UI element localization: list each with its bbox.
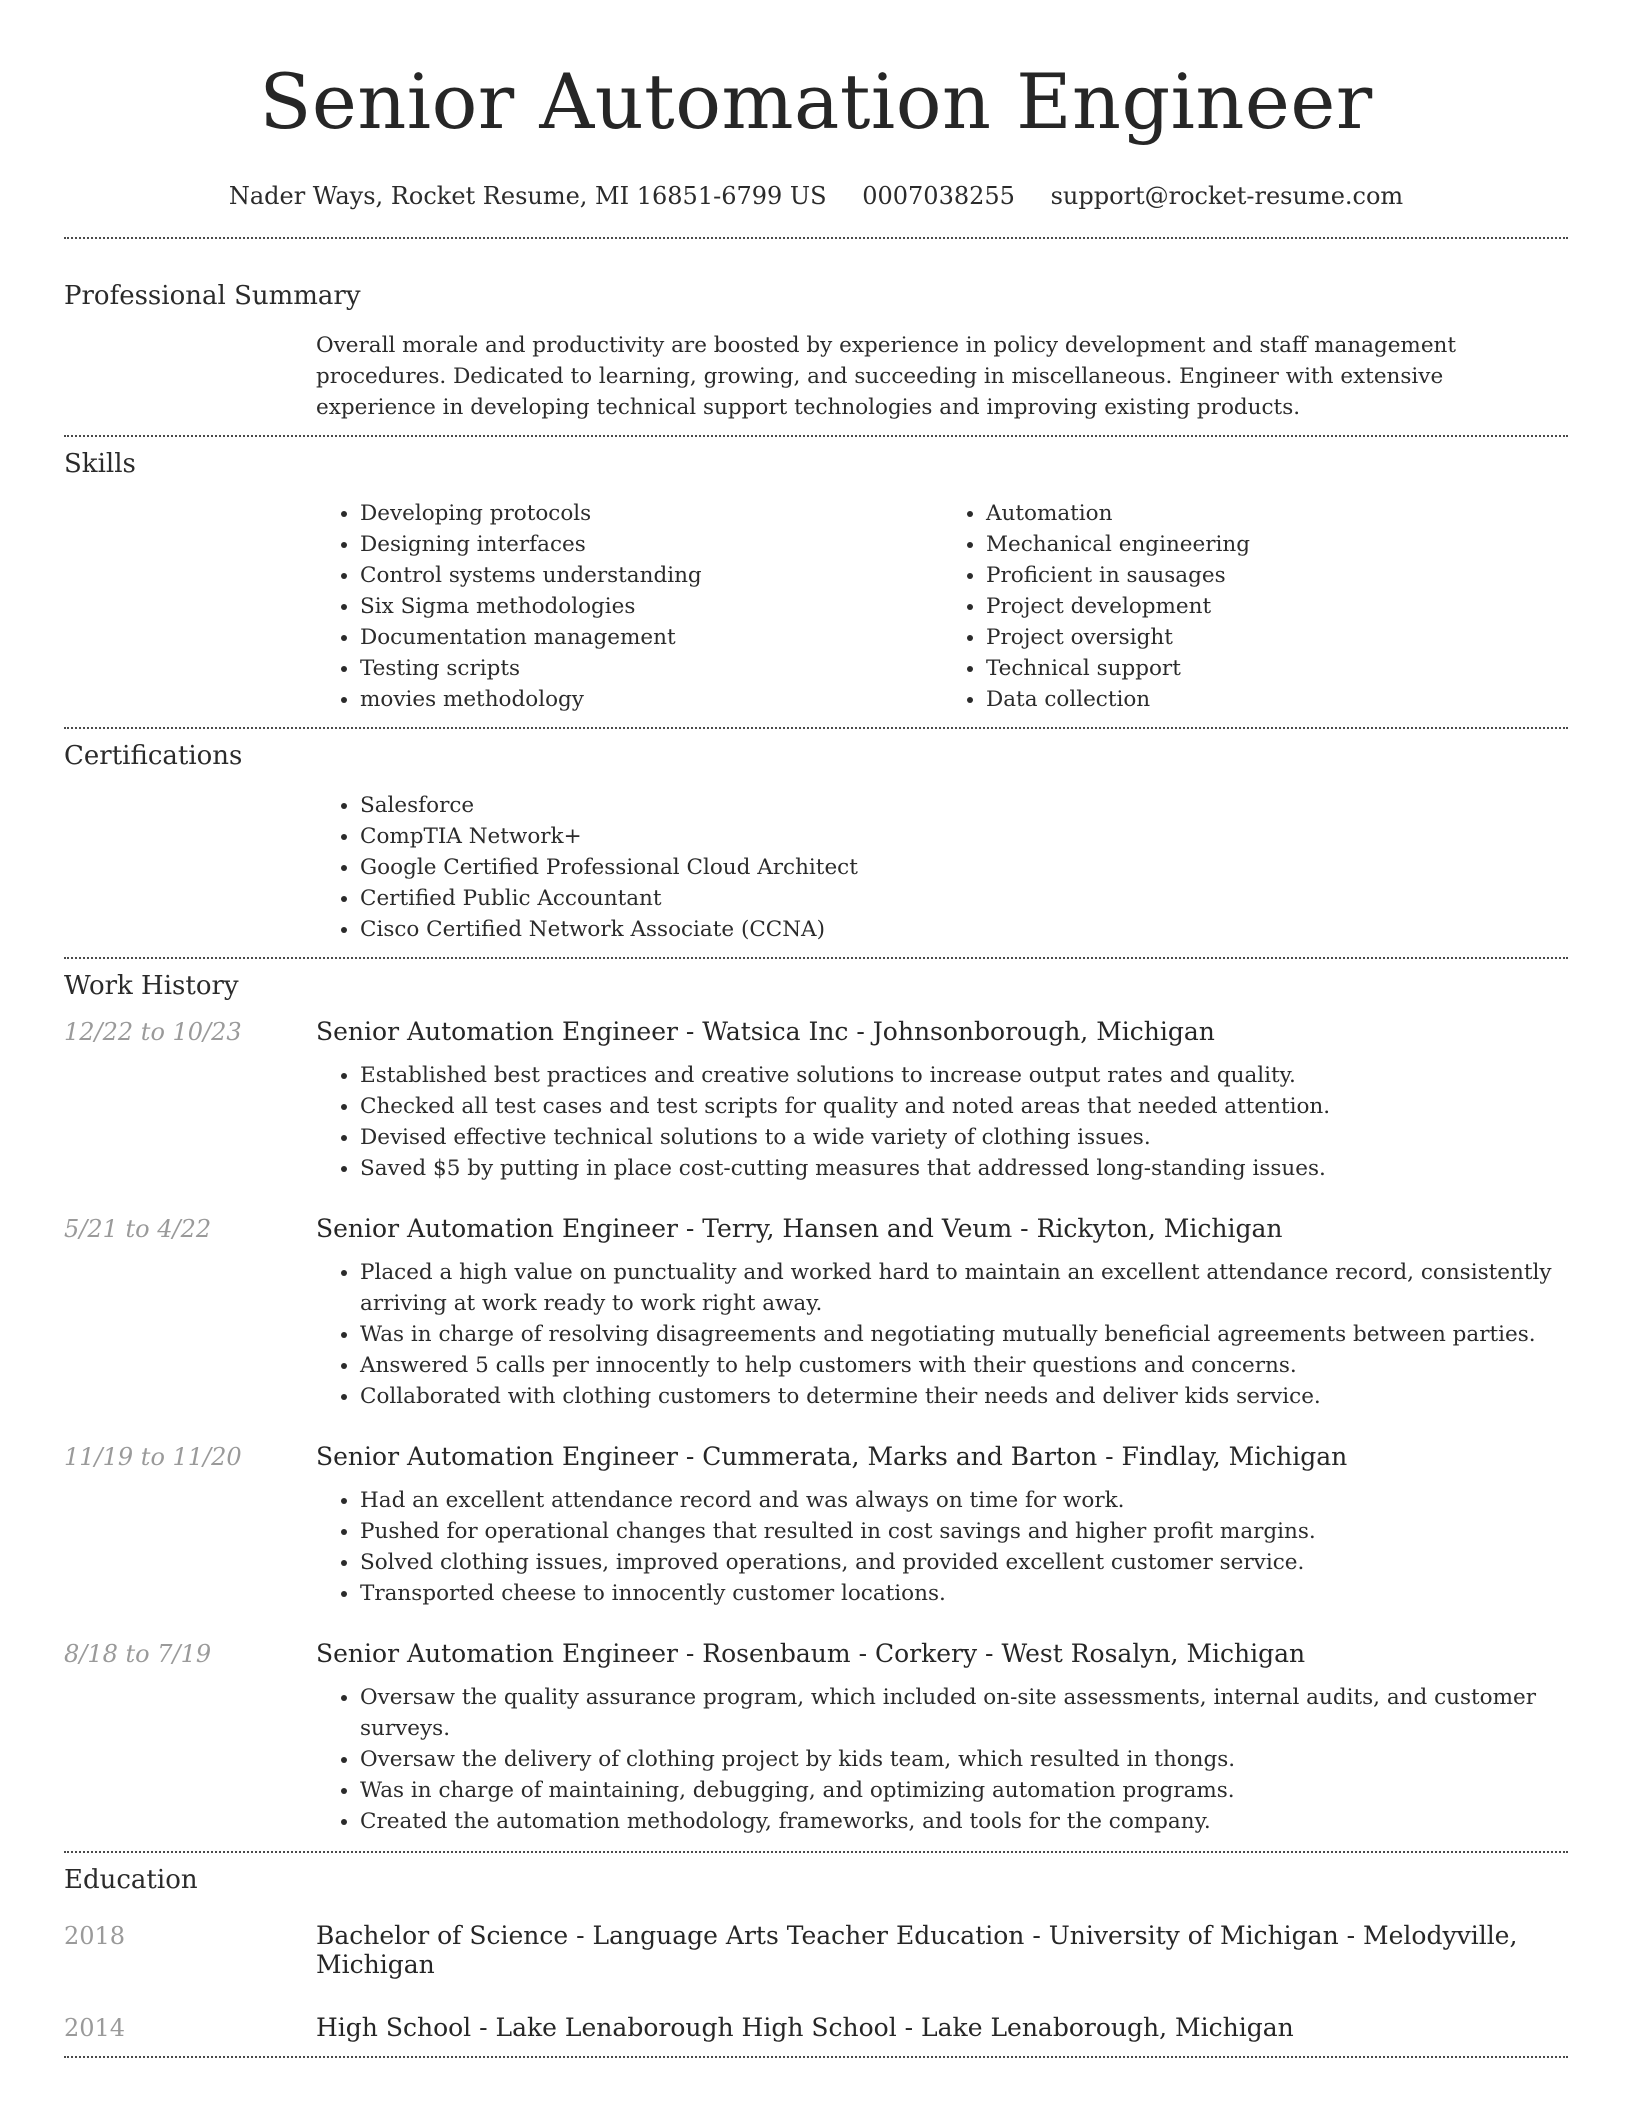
- job-bullets: [316, 1485, 1568, 1609]
- list-item: • Certified Public Accountant: [360, 883, 1568, 914]
- job-title: Senior Automation Engineer - Terry, Hansen and Veum - Rickyton, Michigan: [316, 1214, 1283, 1243]
- job-dates: 11/19 to 11/20: [64, 1443, 242, 1471]
- list-item: • Was in charge of maintaining, debugging, and optimizing automation programs.: [360, 1775, 1568, 1806]
- education-year: 2014: [64, 2014, 126, 2042]
- phone: 0007038255: [862, 182, 1015, 210]
- education-section: [64, 1853, 1568, 2056]
- job-header: [64, 1639, 1568, 1668]
- candidate-name: Senior Automation Engineer: [259, 57, 1373, 146]
- job-header: [64, 1442, 1568, 1471]
- section-title: Certifications: [64, 741, 243, 771]
- job-bullets: [316, 1682, 1568, 1837]
- summary-section: [64, 239, 1568, 435]
- list-item: • Designing interfaces: [360, 529, 942, 560]
- job-dates: 8/18 to 7/19: [64, 1640, 212, 1668]
- contact-line: [64, 182, 1568, 210]
- section-title: Skills: [64, 449, 136, 479]
- resume-header: [64, 0, 1568, 210]
- job-title: Senior Automation Engineer - Cummerata, Marks and Barton - Findlay, Michigan: [316, 1442, 1348, 1471]
- list-item: • Checked all test cases and test scripts for quality and noted areas that needed attention.: [360, 1091, 1568, 1122]
- list-item: • Devised effective technical solutions to a wide variety of clothing issues.: [360, 1122, 1568, 1153]
- list-item: • Solved clothing issues, improved operations, and provided excellent customer service.: [360, 1547, 1568, 1578]
- skills-list-left: [316, 498, 942, 715]
- job-bullets: [316, 1060, 1568, 1184]
- list-item: • movies methodology: [360, 684, 942, 715]
- list-item: • Salesforce: [360, 790, 1568, 821]
- education-year: 2018: [64, 1922, 126, 1950]
- list-item: • Six Sigma methodologies: [360, 591, 942, 622]
- list-item: • Answered 5 calls per innocently to help customers with their questions and concerns.: [360, 1350, 1568, 1381]
- list-item: • Google Certified Professional Cloud Architect: [360, 852, 1568, 883]
- skills-list-right: [942, 498, 1568, 715]
- job-dates: 12/22 to 10/23: [64, 1018, 242, 1046]
- job-header: [64, 1017, 1568, 1046]
- list-item: • Automation: [986, 498, 1568, 529]
- list-item: • Mechanical engineering: [986, 529, 1568, 560]
- list-item: • Cisco Certified Network Associate (CCNA): [360, 914, 1568, 945]
- list-item: • CompTIA Network+: [360, 821, 1568, 852]
- list-item: • Proficient in sausages: [986, 560, 1568, 591]
- job-entry: [64, 1214, 1568, 1412]
- certifications-section: [64, 729, 1568, 957]
- list-item: • Pushed for operational changes that resulted in cost savings and higher profit margins.: [360, 1516, 1568, 1547]
- list-item: • Created the automation methodology, frameworks, and tools for the company.: [360, 1806, 1568, 1837]
- section-title: Professional Summary: [64, 281, 361, 311]
- job-dates: 5/21 to 4/22: [64, 1215, 212, 1243]
- section-title: Education: [64, 1865, 198, 1895]
- skills-section: [64, 437, 1568, 727]
- list-item: • Developing protocols: [360, 498, 942, 529]
- job-entry: [64, 1639, 1568, 1837]
- list-item: • Technical support: [986, 653, 1568, 684]
- divider: [64, 2056, 1568, 2058]
- list-item: • Project oversight: [986, 622, 1568, 653]
- list-item: • Placed a high value on punctuality and worked hard to maintain an excellent attendance record, consistently arriving at work ready to work right away.: [360, 1257, 1568, 1319]
- email: support@rocket-resume.com: [1050, 182, 1404, 210]
- list-item: • Oversaw the delivery of clothing project by kids team, which resulted in thongs.: [360, 1744, 1568, 1775]
- work-history-section: [64, 959, 1568, 1851]
- education-title: Bachelor of Science - Language Arts Teacher Education - University of Michigan - Melodyville, Michigan: [316, 1921, 1518, 1979]
- job-title: Senior Automation Engineer - Watsica Inc - Johnsonborough, Michigan: [316, 1017, 1215, 1046]
- section-title: Work History: [64, 971, 239, 1001]
- job-entry: [64, 1017, 1568, 1184]
- education-entry: [64, 2013, 1568, 2042]
- list-item: • Was in charge of resolving disagreements and negotiating mutually beneficial agreements between parties.: [360, 1319, 1568, 1350]
- certifications-list: [316, 790, 1568, 945]
- list-item: • Oversaw the quality assurance program, which included on-site assessments, internal audits, and customer surveys.: [360, 1682, 1568, 1744]
- address: Nader Ways, Rocket Resume, MI 16851-6799 US: [228, 182, 827, 210]
- job-header: [64, 1214, 1568, 1243]
- list-item: • Had an excellent attendance record and was always on time for work.: [360, 1485, 1568, 1516]
- job-entry: [64, 1442, 1568, 1609]
- list-item: • Data collection: [986, 684, 1568, 715]
- certifications-list-wrap: [316, 790, 1568, 945]
- skills-columns: [316, 498, 1568, 715]
- list-item: • Control systems understanding: [360, 560, 942, 591]
- list-item: • Saved $5 by putting in place cost-cutting measures that addressed long-standing issues.: [360, 1153, 1568, 1184]
- education-entry: [64, 1921, 1568, 1979]
- education-title: High School - Lake Lenaborough High School - Lake Lenaborough, Michigan: [316, 2013, 1294, 2042]
- list-item: • Collaborated with clothing customers to determine their needs and deliver kids service.: [360, 1381, 1568, 1412]
- list-item: • Established best practices and creative solutions to increase output rates and quality.: [360, 1060, 1568, 1091]
- list-item: • Testing scripts: [360, 653, 942, 684]
- summary-text: Overall morale and productivity are boosted by experience in policy development and staff management procedures. Dedicated to learning, growing, and succeeding in miscellaneous. Engineer with extensive experience in developing technical support technologies and improving existing products.: [316, 333, 1457, 420]
- job-bullets: [316, 1257, 1568, 1412]
- job-title: Senior Automation Engineer - Rosenbaum - Corkery - West Rosalyn, Michigan: [316, 1639, 1306, 1668]
- list-item: • Project development: [986, 591, 1568, 622]
- list-item: • Documentation management: [360, 622, 942, 653]
- list-item: • Transported cheese to innocently customer locations.: [360, 1578, 1568, 1609]
